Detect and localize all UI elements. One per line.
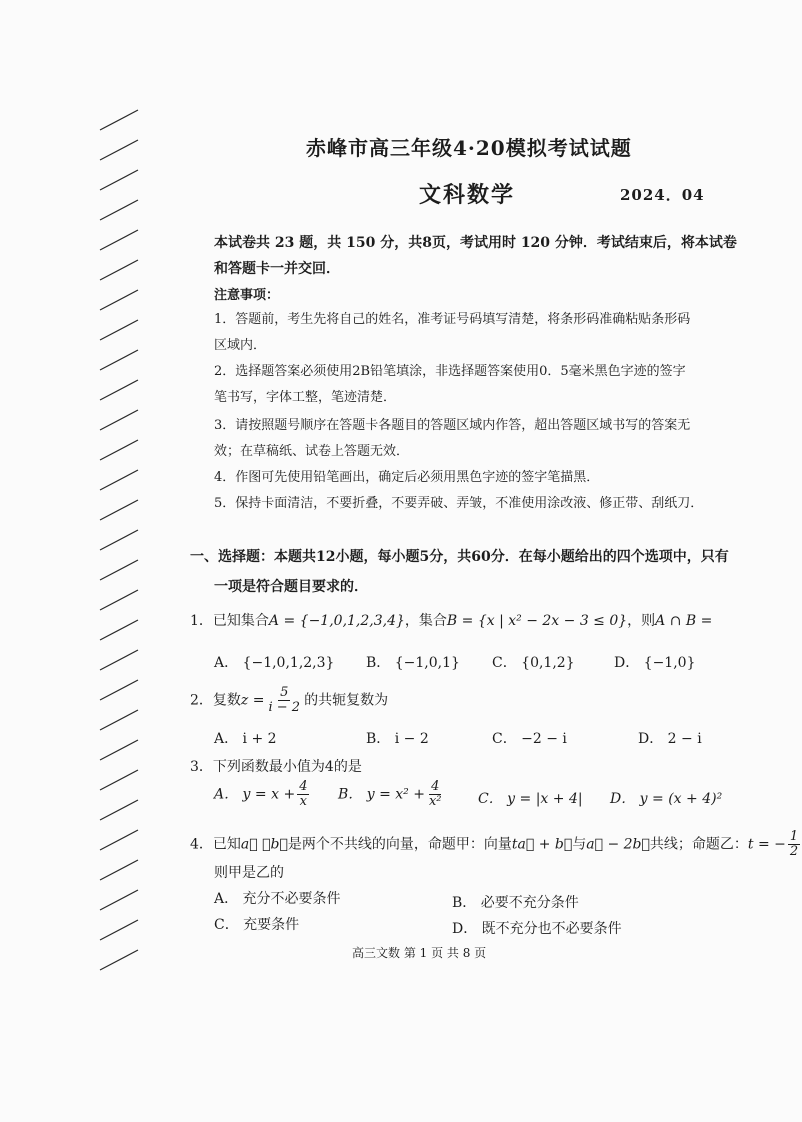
q3-option-b: B． y = x² + $\frac{4}{\text{x²}}$	[338, 779, 442, 809]
question-4-stem: 4．已知a⃗ ，b⃗是两个不共线的向量，命题甲：向量ta⃗ + b⃗与a⃗ − 2b⃗共线；命题乙：t = − $\frac{1}{2}$	[190, 829, 799, 859]
section-1-heading: 一、选择题：本题共12小题，每小题5分，共60分．在每小题给出的四个选项中，只有	[190, 549, 729, 565]
q3-option-c: C． y = |x + 4|	[478, 791, 583, 807]
q2-option-b: B． i − 2	[366, 731, 429, 747]
question-1-stem: 1．已知集合A = {−1,0,1,2,3,4}，集合B = {x | x² − 2x − 3 ≤ 0}，则A ∩ B =	[190, 613, 713, 629]
note-line: 区域内．	[214, 338, 267, 353]
fraction: $\frac{5}{i - 2}$	[268, 685, 301, 715]
section-1-heading-cont: 一项是符合题目要求的．	[214, 579, 368, 595]
exam-date: 2024．04	[620, 186, 705, 204]
q2-option-a: A． i + 2	[214, 731, 277, 747]
q4-option-a: A． 充分不必要条件	[214, 891, 341, 907]
q4-option-c: C． 充要条件	[214, 917, 300, 933]
note-line: 效；在草稿纸、试卷上答题无效．	[214, 444, 410, 459]
fraction: $\frac{1}{2}$	[789, 829, 799, 859]
q4-option-d: D． 既不充分也不必要条件	[452, 921, 622, 937]
note-line: 3．请按照题号顺序在答题卡各题目的答题区域内作答，超出答题区域书写的答案无	[214, 418, 691, 433]
fraction: $\frac{4}{\text{x²}}$	[428, 779, 442, 809]
note-line: 5．保持卡面清洁，不要折叠，不要弄破、弄皱，不准使用涂改液、修正带、刮纸刀．	[214, 496, 704, 511]
q2-option-c: C． −2 − i	[492, 731, 567, 747]
note-line: 2．选择题答案必须使用2B铅笔填涂，非选择题答案使用0．5毫米黑色字迹的签字	[214, 364, 686, 379]
page-footer: 高三文数 第 1 页 共 8 页	[352, 946, 487, 960]
q1-option-a: A． {−1,0,1,2,3}	[214, 655, 335, 671]
exam-title: 赤峰市高三年级4·20模拟考试试题	[306, 136, 632, 160]
q4-option-b: B． 必要不充分条件	[452, 895, 579, 911]
intro-line-2: 和答题卡一并交回．	[214, 261, 340, 277]
intro-line-1: 本试卷共 23 题，共 150 分，共8页，考试用时 120 分钟．考试结束后，将本试卷	[214, 235, 737, 251]
question-3-stem: 3．下列函数最小值为4的是	[190, 759, 362, 775]
q2-option-d: D． 2 − i	[638, 731, 702, 747]
exam-subject: 文科数学	[419, 182, 516, 208]
question-2-stem: 2．复数z = $\frac{5}{i - 2}$ 的共轭复数为	[190, 685, 389, 715]
note-line: 笔书写，字体工整，笔迹清楚．	[214, 390, 397, 405]
note-line: 4．作图可先使用铅笔画出，确定后必须用黑色字迹的签字笔描黑．	[214, 470, 600, 485]
q1-option-d: D． {−1,0}	[614, 655, 696, 671]
q1-option-c: C． {0,1,2}	[492, 655, 575, 671]
q3-option-a: A． y = x + $\frac{4}{x}$	[214, 779, 308, 809]
note-line: 1．答题前，考生先将自己的姓名，准考证号码填写清楚，将条形码准确粘贴条形码	[214, 312, 691, 327]
q1-option-b: B． {−1,0,1}	[366, 655, 460, 671]
notes-heading: 注意事项：	[214, 288, 280, 303]
question-4-stem-cont: 则甲是乙的	[214, 865, 284, 881]
q3-option-d: D． y = (x + 4)²	[610, 791, 723, 807]
fraction: $\frac{4}{x}$	[299, 779, 308, 809]
